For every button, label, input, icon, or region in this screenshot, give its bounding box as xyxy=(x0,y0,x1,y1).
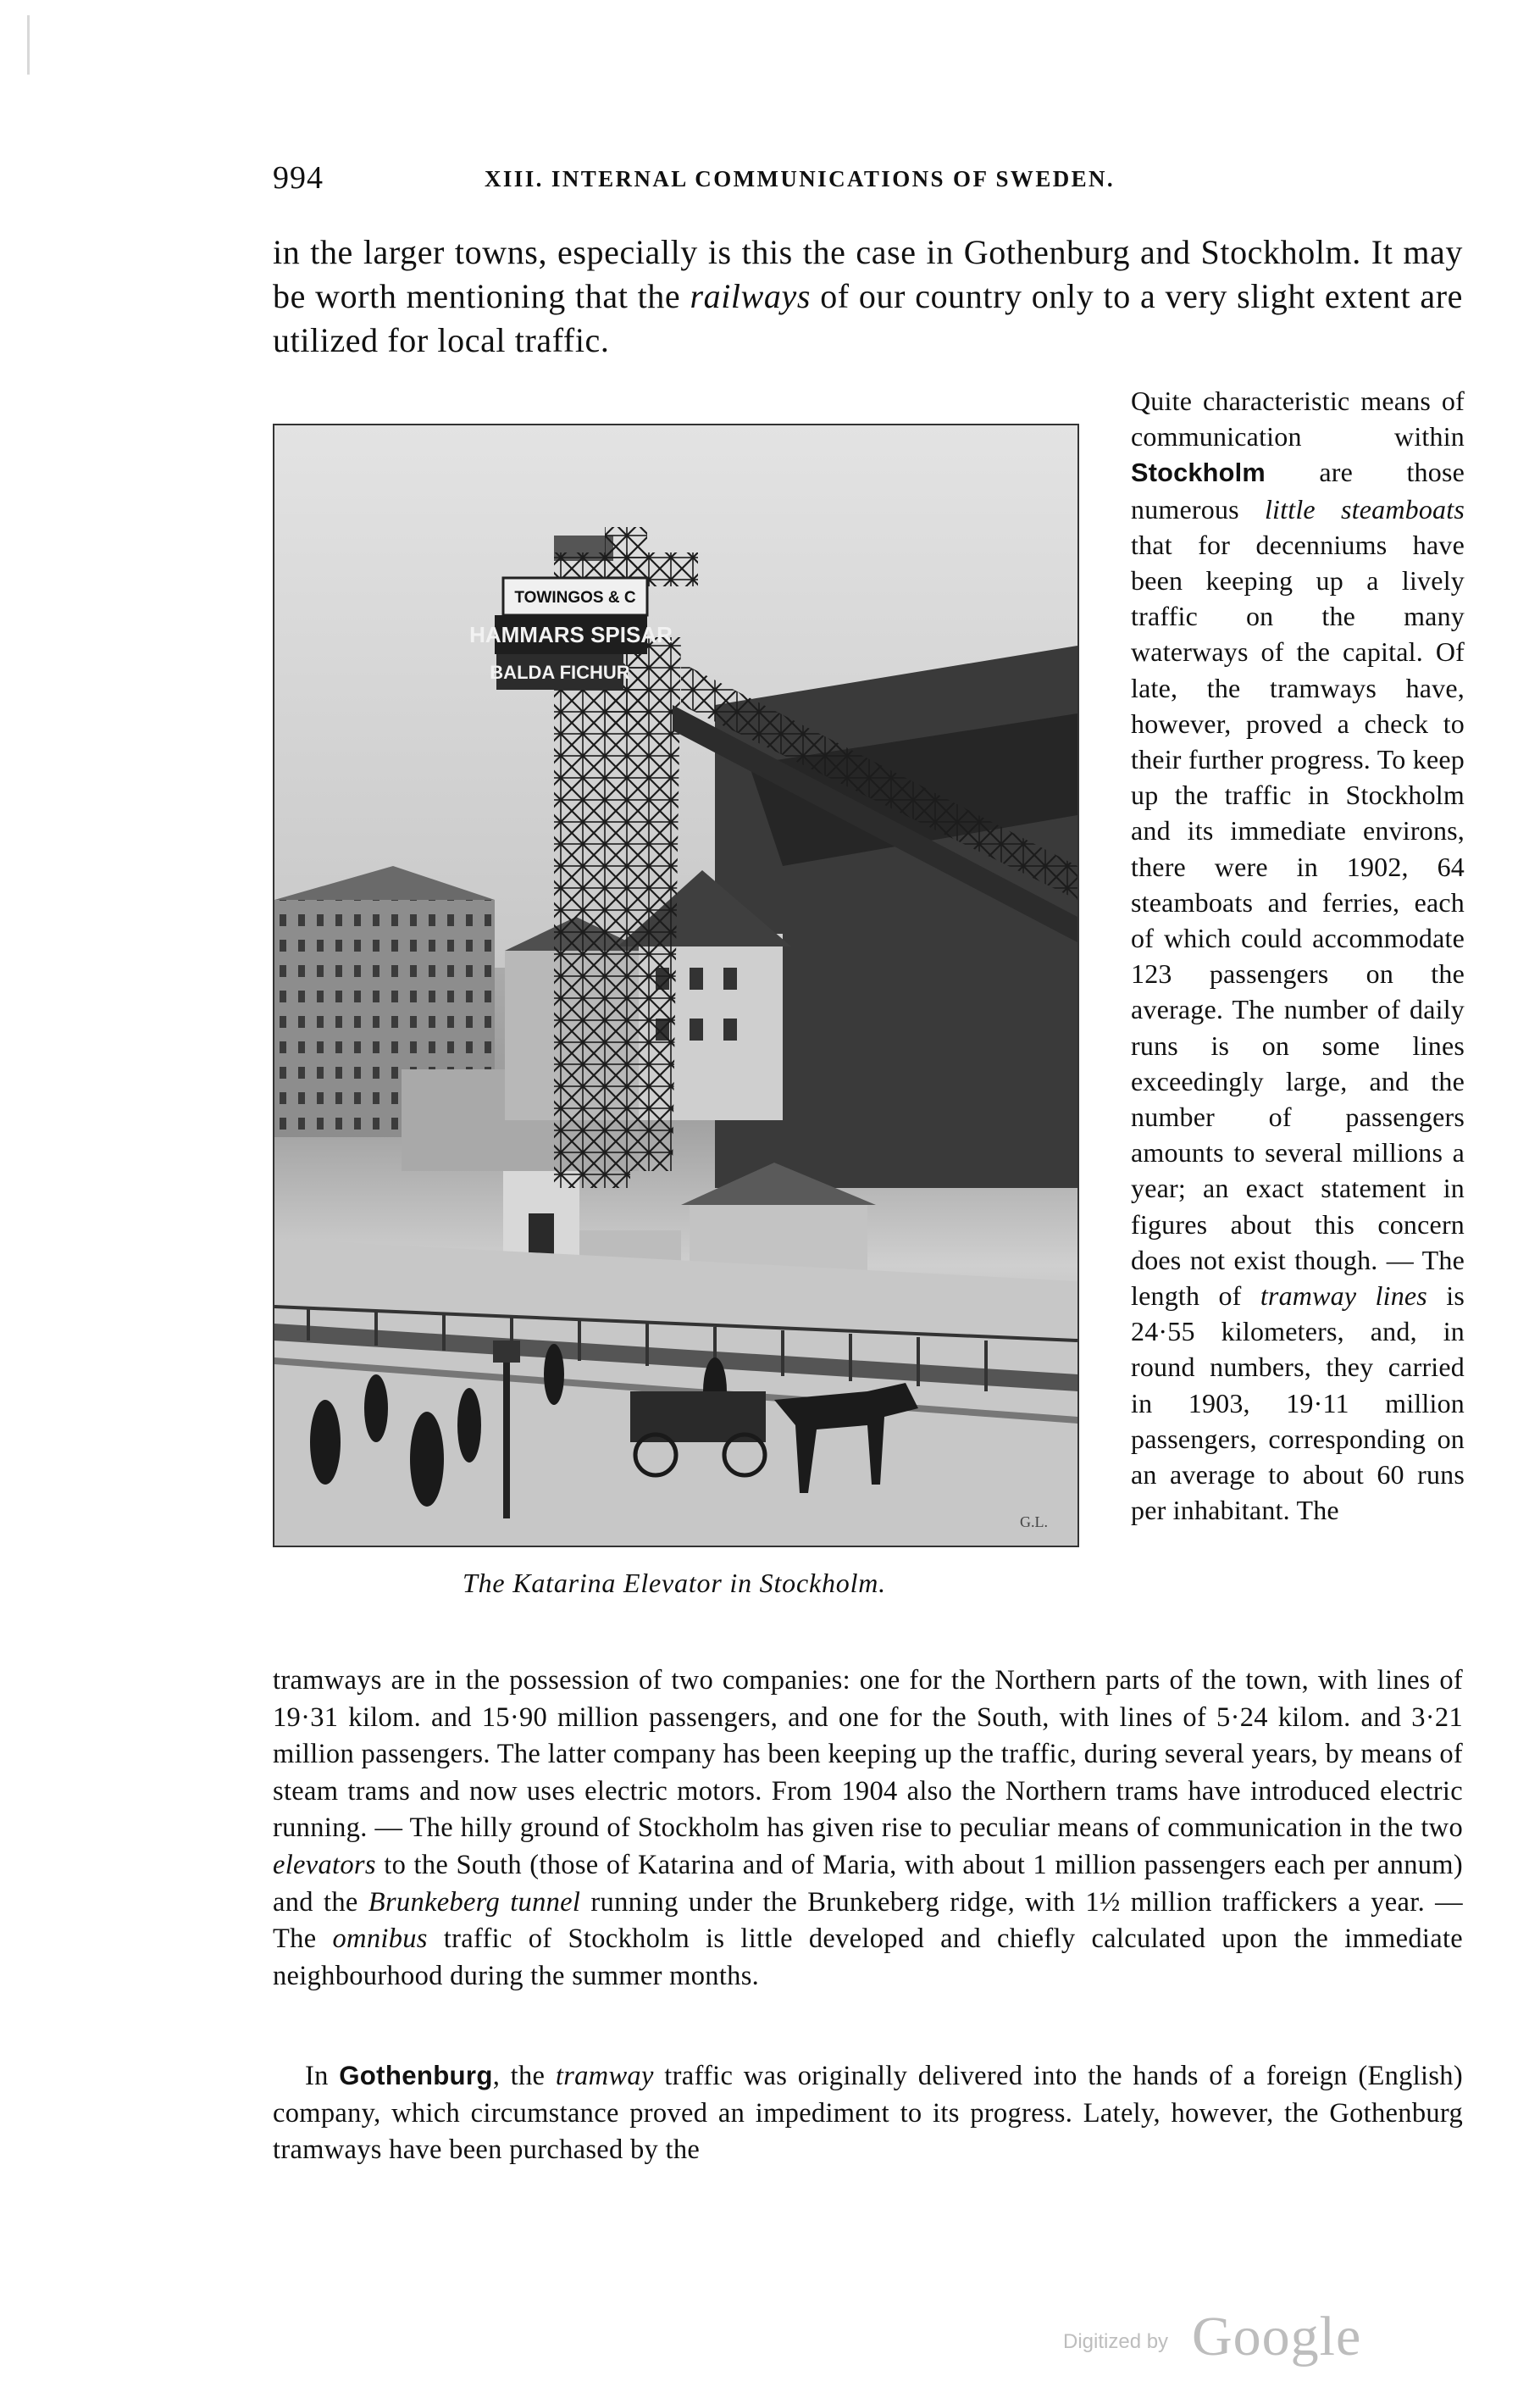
emphasis-railways: railways xyxy=(690,277,812,315)
paragraph-tramways xyxy=(273,1663,1463,1995)
photo-signature: G.L. xyxy=(1020,1513,1048,1530)
text-run: is 24·55 kilometers, and, in round numbers, they carried in 1903, 19·11 million passengers, corresponding on an average to about 60 runs per inhabitant. The xyxy=(1131,1280,1465,1526)
text-run: that for decenniums have been keeping up a lively traffic on the many waterways of the capital. Of late, the tramways have, however, proved a check to their further progress. To keep up the traffic in Stockholm and its immediate environs, there were in 1902, 64 steamboats and ferries, each of which could accommodate 123 passengers on the average. The number of daily runs is on some lines exceedingly large, and the number of passengers amounts to several millions a year; an exact statement in figures about this concern does not exist though. — The length of xyxy=(1131,529,1465,1312)
text-run: traffic was originally delivered into the hands of a foreign (English) company, which circumstance proved an impediment to its progress. Lately, however, the Gothenburg tramways have been purchased by the xyxy=(273,2061,1463,2166)
emphasis-gothenburg: Gothenburg xyxy=(339,2061,493,2090)
photo-illustration xyxy=(274,425,1077,1546)
text-run: In xyxy=(305,2061,340,2091)
emphasis-tramway-lines: tramway lines xyxy=(1260,1280,1427,1312)
scan-edge-mark xyxy=(27,15,30,75)
watermark-logo: Google xyxy=(1192,2306,1362,2367)
text-run: of our country only to a very slight extent are utilized for local traffic. xyxy=(273,277,1463,359)
text-run: are those numerous xyxy=(1131,457,1465,525)
emphasis-little-steamboats: little steamboats xyxy=(1264,493,1465,525)
emphasis-elevators: elevators xyxy=(273,1849,376,1880)
paragraph-steamboats xyxy=(1131,383,1465,1529)
elevator-sign-lower: BALDA FICHUR xyxy=(490,662,630,683)
text-run: traffic of Stockholm is little developed and chiefly calculated upon the immediate neighbourhood during the summer months. xyxy=(273,1923,1464,1991)
figure-caption: The Katarina Elevator in Stockholm. xyxy=(463,1568,886,1598)
watermark-prefix: Digitized by xyxy=(1063,2330,1169,2353)
paragraph-intro xyxy=(273,230,1463,363)
text-run: running under the Brunkeberg ridge, with 1½ million traffickers a year. — The xyxy=(273,1886,1463,1955)
page-number: 994 xyxy=(273,160,324,196)
emphasis-brunkeberg-tunnel: Brunkeberg tunnel xyxy=(368,1886,581,1918)
text-run: Quite characteristic means of communication within xyxy=(1131,386,1465,452)
text-run: tramways are in the possession of two companies: one for the Northern parts of the town, with lines of 19·31 kilom. and 15·90 million passengers, and one for the South, with lines of 5·24 kilom. and 3·21 million passengers. The latter company has been keeping up the traffic, during several years, by means of steam trams and now uses electric motors. From 1904 also the Northern trams have introduced electric running. — The hilly ground of Stockholm has given rise to peculiar means of communication in the two xyxy=(273,1665,1463,1844)
emphasis-stockholm: Stockholm xyxy=(1131,458,1266,488)
paragraph-gothenburg xyxy=(273,2057,1463,2169)
page-header xyxy=(273,159,1463,210)
emphasis-omnibus: omnibus xyxy=(332,1923,428,1955)
running-head: XIII. INTERNAL COMMUNICATIONS OF SWEDEN. xyxy=(485,166,1116,192)
elevator-sign-top: TOWINGOS & C xyxy=(514,589,636,607)
emphasis-tramway: tramway xyxy=(555,2061,654,2091)
elevator-sign-middle: HAMMARS SPISAR xyxy=(469,622,673,647)
text-run: to the South (those of Katarina and of Maria, with about 1 million passengers each per annum) and the xyxy=(273,1849,1463,1918)
text-run: , the xyxy=(492,2061,556,2091)
photo-katarina-elevator xyxy=(273,424,1079,1547)
text-run: in the larger towns, especially is this the case in Gothenburg and Stockholm. It may be worth mentioning that the xyxy=(273,233,1463,315)
digitized-watermark xyxy=(1063,2305,1419,2367)
